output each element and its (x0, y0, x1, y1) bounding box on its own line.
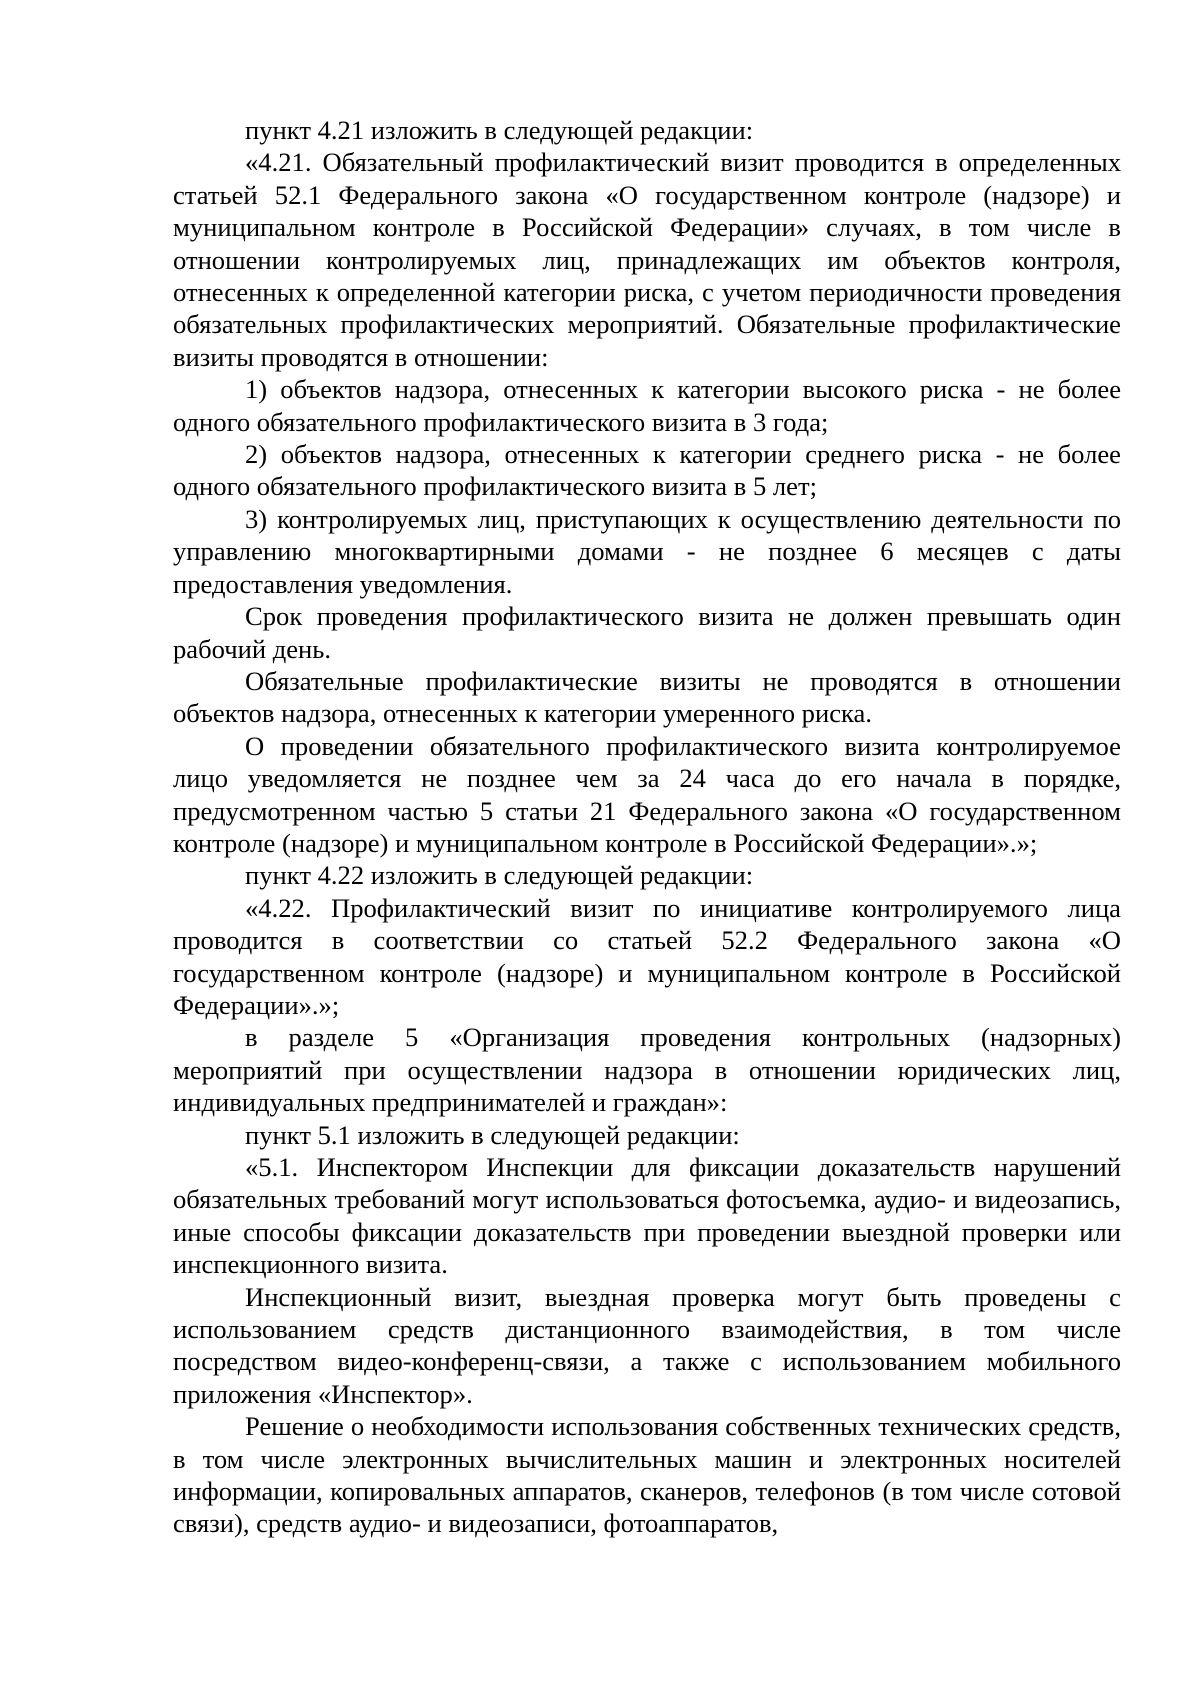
paragraph-clause-4-22-intro: пункт 4.22 изложить в следующей редакции: (245, 860, 754, 891)
paragraph-notification: О проведении обязательного профилактического визита контролируемое лицо уведомляется не позднее чем за 24 часа до его начала в порядке, предусмотренном частью 5 статьи 21 Федерального закона «О государственном контроле (надзоре) и муниципальном контроле в Российской Федерации».»; (173, 730, 1121, 858)
document-page (173, 114, 1121, 1540)
paragraph-item-2: 2) объектов надзора, отнесенных к категории среднего риска - не более одного обязательного профилактического визита в 5 лет; (173, 439, 1121, 502)
paragraph-item-3: 3) контролируемых лиц, приступающих к осуществлению деятельности по управлению многоквартирными домами - не позднее 6 месяцев с даты предоставления уведомления. (173, 503, 1121, 599)
paragraph-visit-duration: Срок проведения профилактического визита не должен превышать один рабочий день. (173, 601, 1121, 664)
paragraph-section-5: в разделе 5 «Организация проведения контрольных (надзорных) мероприятий при осуществлении надзора в отношении юридических лиц, индивидуальных предпринимателей и граждан»: (173, 1022, 1121, 1118)
paragraph-technical-means: Решение о необходимости использования собственных технических средств, в том числе электронных вычислительных машин и электронных носителей информации, копировальных аппаратов, сканеров, телефонов (в том числе сотовой связи), средств аудио- и видеозаписи, фотоаппаратов, (173, 1411, 1121, 1539)
paragraph-clause-4-22-text: «4.22. Профилактический визит по инициативе контролируемого лица проводится в соответствии со статьей 52.2 Федерального закона «О государственном контроле (надзоре) и муниципальном контроле в Российской Федерации».»; (173, 892, 1121, 1020)
paragraph-clause-5-1-text: «5.1. Инспектором Инспекции для фиксации доказательств нарушений обязательных требований могут использоваться фотосъемка, аудио- и видеозапись, иные способы фиксации доказательств при проведении выездной проверки или инспекционного визита. (173, 1152, 1121, 1280)
paragraph-remote-inspection: Инспекционный визит, выездная проверка могут быть проведены с использованием средств дистанционного взаимодействия, в том числе посредством видео-конференц-связи, а также с использованием мобильного приложения «Инспектор». (173, 1281, 1121, 1409)
paragraph-moderate-risk: Обязательные профилактические визиты не проводятся в отношении объектов надзора, отнесенных к категории умеренного риска. (173, 665, 1121, 729)
paragraph-clause-4-21-text: «4.21. Обязательный профилактический визит проводится в определенных статьей 52.1 Федерального закона «О государственном контроле (надзоре) и муниципальном контроле в Российской Федерации» случаях, в том числе в отношении контролируемых лиц, принадлежащих им объектов контроля, отнесенных к определенной категории риска, с учетом периодичности проведения обязательных профилактических мероприятий. Обязательные профилактические визиты проводятся в отношении: (173, 147, 1121, 372)
paragraph-clause-5-1-intro: пункт 5.1 изложить в следующей редакции: (245, 1119, 740, 1150)
paragraph-clause-4-21-intro: пункт 4.21 изложить в следующей редакции: (245, 115, 754, 145)
paragraph-item-1: 1) объектов надзора, отнесенных к категории высокого риска - не более одного обязательного профилактического визита в 3 года; (173, 374, 1121, 437)
